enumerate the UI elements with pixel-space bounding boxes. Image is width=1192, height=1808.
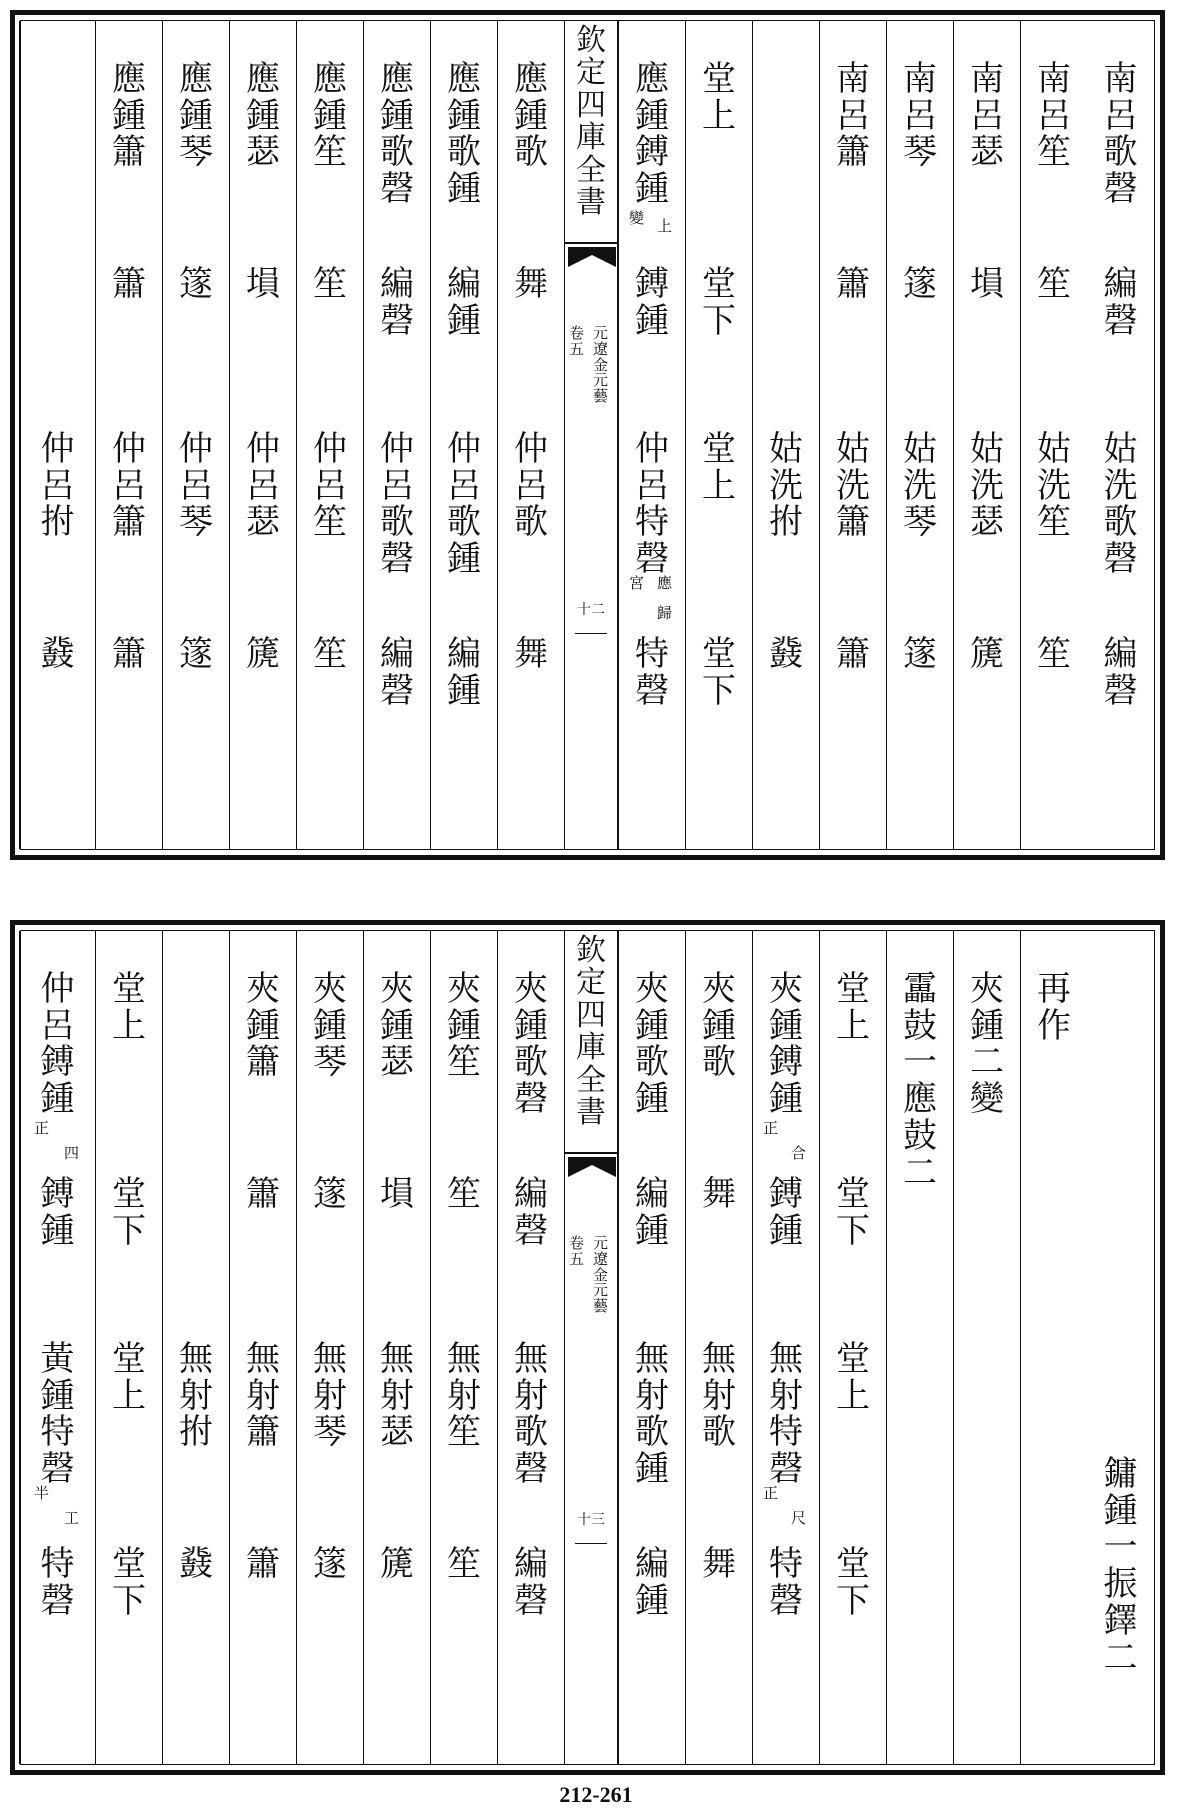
column-text-d: 篴 xyxy=(313,1544,347,1584)
column-text-d: 簫 xyxy=(246,1544,280,1584)
column-text-a: 堂 上 xyxy=(112,969,146,1046)
column-text-d: 鼗 xyxy=(179,1544,213,1584)
top-column-15 xyxy=(95,21,162,849)
column-text-d: 鼗 xyxy=(769,634,803,674)
top-column-3 xyxy=(953,21,1020,849)
annotation-note: 工 xyxy=(64,1509,80,1527)
column-text-b: 舞 xyxy=(702,1174,736,1214)
column-text-c: 仲 呂 歌 鍾 xyxy=(447,429,481,580)
column-text-d: 編 磬 xyxy=(380,634,414,711)
column-text-b: 編 磬 xyxy=(380,264,414,341)
column-text-b: 篴 xyxy=(179,264,213,304)
column-text-a: 應 鍾 鎛 鍾 xyxy=(635,59,669,210)
annotation-note: 合 xyxy=(791,1144,807,1162)
column-text-c: 無 射 笙 xyxy=(447,1339,481,1453)
annotation-note: 宮 xyxy=(629,574,645,592)
column-text-d: 特 磬 xyxy=(635,634,669,711)
column-text-c: 姑 洗 簫 xyxy=(836,429,870,543)
bottom-column-16 xyxy=(19,931,95,1764)
annotation-note: 歸 xyxy=(657,604,673,622)
column-text-c: 堂 上 xyxy=(702,429,736,506)
column-text-b: 鎛 鍾 xyxy=(40,1174,75,1251)
annotation-note: 應 xyxy=(657,574,673,592)
bottom-column-5 xyxy=(819,931,886,1764)
annotation-note: 正 xyxy=(763,1119,779,1137)
annotation-note: 正 xyxy=(34,1119,50,1137)
annotation-note: 上 xyxy=(657,217,673,235)
top-column-8 xyxy=(618,21,685,849)
top-column-1 xyxy=(1087,21,1154,849)
column-text-c: 姑 洗 瑟 xyxy=(970,429,1004,543)
column-text-a: 夾 鍾 歌 xyxy=(702,969,736,1083)
column-text-a: 夾 鍾 鎛 鍾 xyxy=(769,969,803,1120)
column-text-d: 篪 xyxy=(380,1544,414,1584)
banner-rule xyxy=(575,633,607,634)
bottom-column-2 xyxy=(1020,931,1087,1764)
column-text-a: 夾 鍾 歌 鍾 xyxy=(635,969,669,1120)
column-text-a: 應 鍾 瑟 xyxy=(246,59,280,173)
column-text-b: 編 磬 xyxy=(1103,264,1138,341)
lower-page-frame xyxy=(20,930,1155,1765)
column-text-a: 應 鍾 歌 磬 xyxy=(380,59,414,210)
column-text-b: 笙 xyxy=(313,264,347,304)
column-text-d: 舞 xyxy=(514,634,548,674)
top-column-2 xyxy=(1020,21,1087,849)
annotation-note: 半 xyxy=(34,1484,50,1502)
column-text-c: 仲 呂 歌 xyxy=(514,429,548,543)
column-text-a: 應 鍾 歌 鍾 xyxy=(447,59,481,210)
column-text-d: 篴 xyxy=(179,634,213,674)
book-name: 元 遼 金 元 藝 xyxy=(593,324,609,405)
top-column-16 xyxy=(19,21,95,849)
top-column-5 xyxy=(819,21,886,849)
top-column-6 xyxy=(752,21,819,849)
fishtail-ornament-icon xyxy=(568,1157,616,1177)
column-text-d: 堂 下 xyxy=(112,1544,146,1621)
column-text-a: 堂 上 xyxy=(702,59,736,136)
column-text-b: 編 鍾 xyxy=(447,264,481,341)
upper-page-panel xyxy=(10,10,1165,860)
top-column-4 xyxy=(886,21,953,849)
column-text-b: 舞 xyxy=(514,264,548,304)
bottom-column-7 xyxy=(685,931,752,1764)
column-text-b: 簫 xyxy=(112,264,146,304)
annotation-note: 正 xyxy=(763,1484,779,1502)
top-column-10 xyxy=(430,21,497,849)
column-text-a: 堂 上 xyxy=(836,969,870,1046)
top-column-7 xyxy=(685,21,752,849)
column-text-d: 編 鍾 xyxy=(447,634,481,711)
page-number-label: 十二 xyxy=(577,602,605,618)
column-text-c: 仲 呂 簫 xyxy=(112,429,146,543)
bottom-center-banner xyxy=(564,931,618,1764)
column-text-b: 篴 xyxy=(313,1174,347,1214)
column-text-a: 靁 鼓 一 應 鼓 二 xyxy=(903,969,937,1193)
bottom-column-6 xyxy=(752,931,819,1764)
column-text-b: 簫 xyxy=(246,1174,280,1214)
column-text-b: 塤 xyxy=(246,264,280,304)
column-text-a: 夾 鍾 歌 磬 xyxy=(514,969,548,1120)
column-text-a: 南 呂 琴 xyxy=(903,59,937,173)
column-text-c: 姑 洗 琴 xyxy=(903,429,937,543)
column-text-d: 笙 xyxy=(447,1544,481,1584)
top-column-14 xyxy=(162,21,229,849)
column-text-b: 編 鍾 xyxy=(635,1174,669,1251)
column-text-d: 笙 xyxy=(1037,634,1071,674)
column-text-d: 簫 xyxy=(836,634,870,674)
lower-page-panel xyxy=(10,920,1165,1775)
column-text-a: 夾 鍾 琴 xyxy=(313,969,347,1083)
top-column-13 xyxy=(229,21,296,849)
banner-rule xyxy=(575,1543,607,1544)
top-column-12 xyxy=(296,21,363,849)
volume-label: 卷 五 xyxy=(569,324,585,358)
column-text-c: 仲 呂 歌 磬 xyxy=(380,429,414,580)
column-text-c: 無 射 簫 xyxy=(246,1339,280,1453)
column-text-d: 篴 xyxy=(903,634,937,674)
column-text-c: 無 射 拊 xyxy=(179,1339,213,1453)
column-text-c: 堂 上 xyxy=(836,1339,870,1416)
book-title: 欽 定 四 庫 全 書 xyxy=(565,21,617,244)
column-text-c: 無 射 琴 xyxy=(313,1339,347,1453)
column-text-c: 無 射 歌 鍾 xyxy=(635,1339,669,1490)
bottom-column-15 xyxy=(95,931,162,1764)
column-text-a: 再 作 xyxy=(1037,969,1071,1046)
top-center-banner xyxy=(564,21,618,849)
column-text-d: 堂 下 xyxy=(702,634,736,711)
column-text-c: 姑 洗 拊 xyxy=(769,429,803,543)
bottom-column-10 xyxy=(430,931,497,1764)
column-text-a: 鏞 鍾 一 振 鐸 二 xyxy=(1103,1454,1138,1678)
annotation-note: 四 xyxy=(64,1144,80,1162)
column-text-b: 塤 xyxy=(970,264,1004,304)
bottom-column-1 xyxy=(1087,931,1154,1764)
volume-label: 卷 五 xyxy=(569,1234,585,1268)
bottom-column-14 xyxy=(162,931,229,1764)
column-text-c: 無 射 歌 磬 xyxy=(514,1339,548,1490)
bottom-column-3 xyxy=(953,931,1020,1764)
column-text-a: 應 鍾 簫 xyxy=(112,59,146,173)
column-text-c: 無 射 特 磬 xyxy=(769,1339,803,1490)
column-text-d: 特 磬 xyxy=(769,1544,803,1621)
column-text-a: 南 呂 歌 磬 xyxy=(1103,59,1138,210)
column-text-a: 南 呂 笙 xyxy=(1037,59,1071,173)
column-text-b: 塤 xyxy=(380,1174,414,1214)
upper-page-frame xyxy=(20,20,1155,850)
top-column-11 xyxy=(363,21,430,849)
column-text-c: 黃 鍾 特 磬 xyxy=(40,1339,75,1490)
column-text-d: 編 磬 xyxy=(514,1544,548,1621)
column-text-d: 編 鍾 xyxy=(635,1544,669,1621)
book-title: 欽 定 四 庫 全 書 xyxy=(565,931,617,1154)
column-text-a: 應 鍾 琴 xyxy=(179,59,213,173)
column-text-d: 舞 xyxy=(702,1544,736,1584)
column-text-b: 篴 xyxy=(903,264,937,304)
column-text-c: 姑 洗 笙 xyxy=(1037,429,1071,543)
column-text-d: 特 磬 xyxy=(40,1544,75,1621)
bottom-column-9 xyxy=(497,931,564,1764)
column-text-b: 編 磬 xyxy=(514,1174,548,1251)
column-text-b: 堂 下 xyxy=(702,264,736,341)
column-text-c: 堂 上 xyxy=(112,1339,146,1416)
column-text-a: 夾 鍾 簫 xyxy=(246,969,280,1083)
column-text-a: 夾 鍾 笙 xyxy=(447,969,481,1083)
annotation-note: 尺 xyxy=(791,1509,807,1527)
column-text-a: 南 呂 瑟 xyxy=(970,59,1004,173)
column-text-a: 夾 鍾 二 變 xyxy=(970,969,1004,1120)
column-text-d: 鼗 xyxy=(40,634,75,674)
column-text-b: 鎛 鍾 xyxy=(635,264,669,341)
annotation-note: 變 xyxy=(629,209,645,227)
column-text-d: 篪 xyxy=(970,634,1004,674)
column-text-c: 無 射 瑟 xyxy=(380,1339,414,1453)
column-text-c: 仲 呂 琴 xyxy=(179,429,213,543)
column-text-c: 仲 呂 特 磬 xyxy=(635,429,669,580)
column-text-b: 鎛 鍾 xyxy=(769,1174,803,1251)
book-name: 元 遼 金 元 藝 xyxy=(593,1234,609,1315)
column-text-c: 仲 呂 瑟 xyxy=(246,429,280,543)
column-text-d: 笙 xyxy=(313,634,347,674)
top-column-9 xyxy=(497,21,564,849)
scan-page-number: 212-261 xyxy=(559,1782,633,1807)
page-number-label: 十三 xyxy=(577,1512,605,1528)
column-text-d: 篪 xyxy=(246,634,280,674)
column-text-a: 南 呂 簫 xyxy=(836,59,870,173)
column-text-a: 仲 呂 鎛 鍾 xyxy=(40,969,75,1120)
fishtail-ornament-icon xyxy=(568,247,616,267)
column-text-d: 編 磬 xyxy=(1103,634,1138,711)
bottom-column-13 xyxy=(229,931,296,1764)
bottom-column-8 xyxy=(618,931,685,1764)
bottom-column-12 xyxy=(296,931,363,1764)
column-text-d: 簫 xyxy=(112,634,146,674)
column-text-c: 姑 洗 歌 磬 xyxy=(1103,429,1138,580)
bottom-column-4 xyxy=(886,931,953,1764)
column-text-a: 應 鍾 歌 xyxy=(514,59,548,173)
column-text-d: 堂 下 xyxy=(836,1544,870,1621)
bottom-column-11 xyxy=(363,931,430,1764)
column-text-b: 堂 下 xyxy=(112,1174,146,1251)
column-text-a: 夾 鍾 瑟 xyxy=(380,969,414,1083)
column-text-c: 仲 呂 拊 xyxy=(40,429,75,543)
column-text-a: 應 鍾 笙 xyxy=(313,59,347,173)
column-text-b: 簫 xyxy=(836,264,870,304)
column-text-c: 仲 呂 笙 xyxy=(313,429,347,543)
column-text-b: 笙 xyxy=(1037,264,1071,304)
column-text-b: 笙 xyxy=(447,1174,481,1214)
column-text-b: 堂 下 xyxy=(836,1174,870,1251)
column-text-c: 無 射 歌 xyxy=(702,1339,736,1453)
